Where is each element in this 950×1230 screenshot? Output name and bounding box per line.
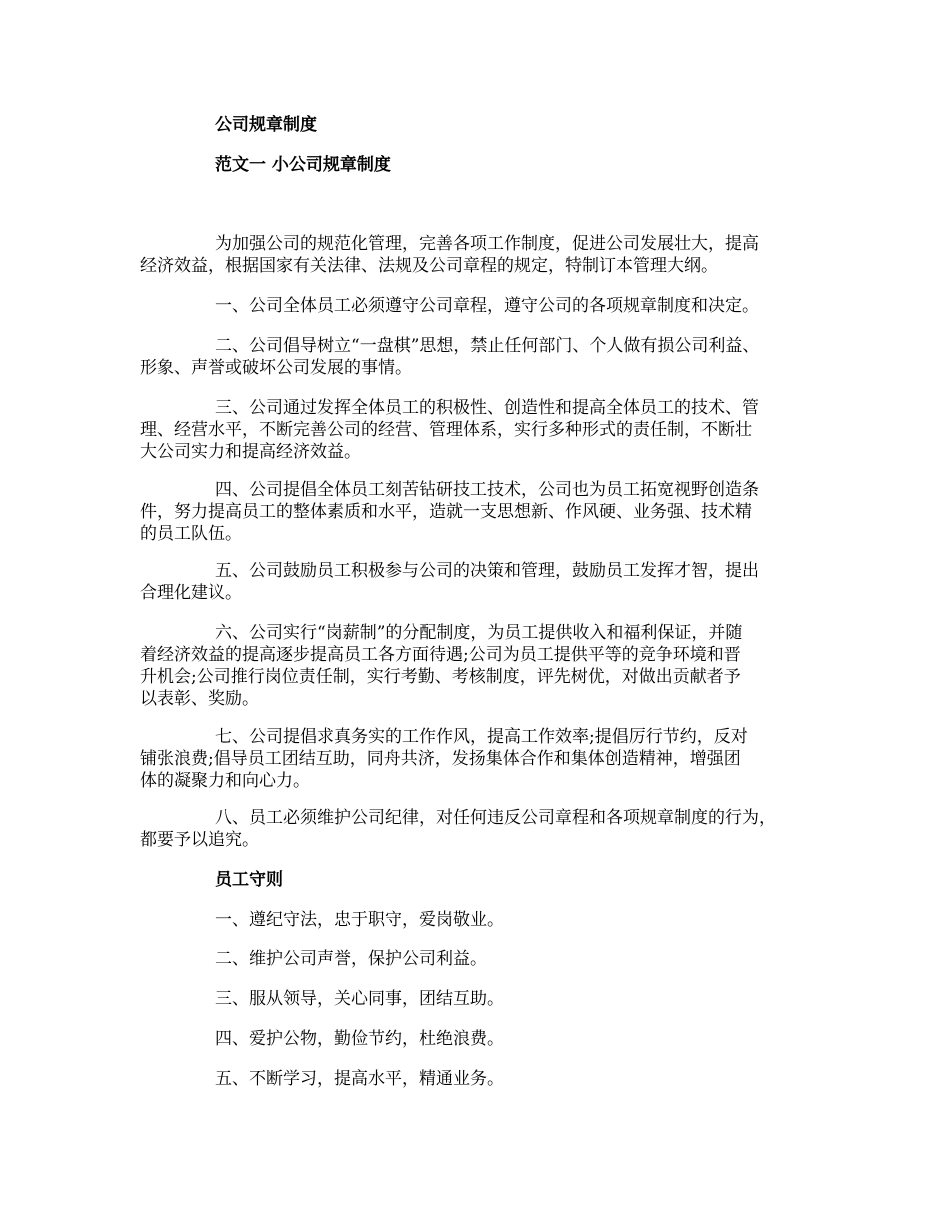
rule-item: 四、爱护公物，勤俭节约，杜绝浪费。 <box>215 1029 504 1049</box>
section-heading-employee-rules: 员工守则 <box>215 870 283 890</box>
paragraph-line: 以表彰、奖励。 <box>140 689 259 709</box>
paragraph-line: 着经济效益的提高逐步提高员工各方面待遇;公司为员工提供平等的竞争环境和晋 <box>140 645 741 665</box>
rule-item: 一、遵纪守法，忠于职守，爱岗敬业。 <box>215 910 504 930</box>
paragraph-line: 三、公司通过发挥全体员工的积极性、创造性和提高全体员工的技术、管 <box>215 398 759 418</box>
paragraph-line: 二、公司倡导树立“一盘棋”思想，禁止任何部门、个人做有损公司利益、 <box>215 336 760 356</box>
rule-item: 二、维护公司声誉，保护公司利益。 <box>215 949 487 969</box>
paragraph-line: 为加强公司的规范化管理，完善各项工作制度，促进公司发展壮大，提高 <box>215 234 759 254</box>
paragraph-line: 升机会;公司推行岗位责任制，实行考勤、考核制度，评先树优，对做出贡献者予 <box>140 667 741 687</box>
article-4-paragraph <box>140 479 830 545</box>
document-subtitle: 范文一 小公司规章制度 <box>215 155 391 175</box>
paragraph-line: 的员工队伍。 <box>140 524 242 544</box>
paragraph-line: 六、公司实行“岗薪制”的分配制度，为员工提供收入和福利保证，并随 <box>215 623 743 643</box>
article-8-paragraph <box>140 807 830 851</box>
article-7-paragraph <box>140 726 830 792</box>
paragraph-line: 体的凝聚力和向心力。 <box>140 771 310 791</box>
paragraph-line: 合理化建议。 <box>140 583 242 603</box>
paragraph-line: 件，努力提高员工的整体素质和水平，造就一支思想新、作风硬、业务强、技术精 <box>140 502 752 522</box>
rule-item: 三、服从领导，关心同事，团结互助。 <box>215 989 504 1009</box>
article-1-paragraph <box>140 295 830 317</box>
paragraph-line: 一、公司全体员工必须遵守公司章程，遵守公司的各项规章制度和决定。 <box>215 296 759 316</box>
paragraph-line: 都要予以追究。 <box>140 830 259 850</box>
paragraph-line: 大公司实力和提高经济效益。 <box>140 442 361 462</box>
document-title: 公司规章制度 <box>215 115 317 135</box>
article-6-paragraph <box>140 622 830 710</box>
intro-paragraph <box>140 233 830 277</box>
paragraph-line: 七、公司提倡求真务实的工作作风，提高工作效率;提倡厉行节约，反对 <box>215 727 748 747</box>
paragraph-line: 八、员工必须维护公司纪律，对任何违反公司章程和各项规章制度的行为， <box>215 808 776 828</box>
article-3-paragraph <box>140 397 830 463</box>
paragraph-line: 理、经营水平，不断完善公司的经营、管理体系，实行多种形式的责任制，不断壮 <box>140 420 752 440</box>
paragraph-line: 铺张浪费;倡导员工团结互助，同舟共济，发扬集体合作和集体创造精神，增强团 <box>140 749 741 769</box>
paragraph-line: 四、公司提倡全体员工刻苦钻研技工技术，公司也为员工拓宽视野创造条 <box>215 480 759 500</box>
paragraph-line: 五、公司鼓励员工积极参与公司的决策和管理，鼓励员工发挥才智，提出 <box>215 561 759 581</box>
paragraph-line: 形象、声誉或破坏公司发展的事情。 <box>140 358 412 378</box>
article-2-paragraph <box>140 335 830 379</box>
rule-item: 五、不断学习，提高水平，精通业务。 <box>215 1069 504 1089</box>
article-5-paragraph <box>140 560 830 604</box>
paragraph-line: 经济效益，根据国家有关法律、法规及公司章程的规定，特制订本管理大纲。 <box>140 256 718 276</box>
